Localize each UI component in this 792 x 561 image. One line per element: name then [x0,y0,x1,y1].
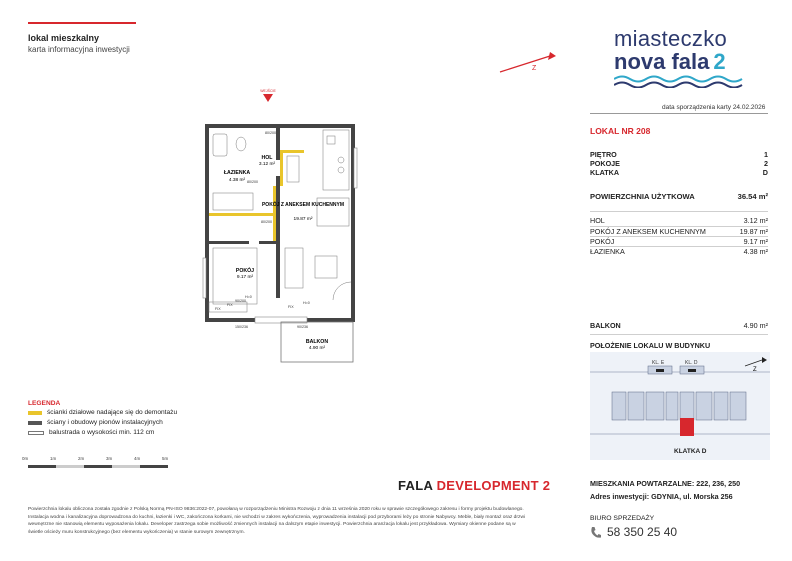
legend-item-removable: ścianki działowe nadające się do demontażu [28,409,177,416]
room-row-living: POKÓJ Z ANEKSEM KUCHENNYM 19.87 m² [590,227,768,236]
svg-text:4.90 m²: 4.90 m² [308,346,326,351]
svg-text:HOL: HOL [261,155,273,161]
svg-text:BALKON: BALKON [305,339,329,345]
waves-icon [614,74,744,88]
svg-text:80/200: 80/200 [247,180,258,184]
unit-highlight [680,418,694,436]
attr-row-rooms: POKOJE 2 [590,159,768,168]
date-label: data sporządzenia karty 24.02.2026 [662,104,766,111]
svg-text:19.87 m²: 19.87 m² [293,217,313,222]
brand-logo [614,28,764,93]
scale-bar [28,462,168,468]
repeat-units-label: MIESZKANIA POWTARZALNE: 222, 236, 250 [590,479,741,488]
svg-text:90/236: 90/236 [297,325,308,329]
developer-name-b: DEVELOPMENT 2 [436,478,551,493]
svg-text:4.38 m²: 4.38 m² [228,178,246,183]
sales-office-label: BIURO SPRZEDAŻY [590,515,655,522]
header-accent-bar [28,22,136,24]
svg-text:Z: Z [532,65,537,72]
room-row-bathroom: ŁAZIENKA 4.38 m² [590,247,768,256]
svg-text:3.12 m²: 3.12 m² [258,162,276,167]
svg-text:H=0: H=0 [303,301,310,305]
svg-text:KL. E: KL. E [652,360,665,366]
svg-text:Z: Z [753,367,757,373]
svg-text:KLATKA D: KLATKA D [674,448,707,455]
brand-line2: nova fala [614,49,710,74]
svg-text:150/236: 150/236 [235,325,248,329]
brand-line1: miasteczko [614,26,728,51]
attr-row-floor: PIĘTRO 1 [590,150,768,159]
entry-marker-icon [263,94,273,102]
svg-text:80/200: 80/200 [265,131,276,135]
svg-text:80/200: 80/200 [261,220,272,224]
date-rule [590,113,768,114]
svg-text:POKÓJ: POKÓJ [235,268,255,274]
svg-text:FIX: FIX [215,307,221,311]
svg-text:POKÓJ Z ANEKSEM KUCHENNYM: POKÓJ Z ANEKSEM KUCHENNYM [261,202,345,208]
svg-text:ŁAZIENKA: ŁAZIENKA [223,170,251,176]
svg-text:FIX: FIX [288,305,294,309]
page-title: lokal mieszkalny [28,33,100,43]
area-rule [590,211,768,212]
svg-text:H=0: H=0 [245,295,252,299]
legend-item-walls: ściany i obudowy pionów instalacyjnych [28,419,163,426]
balcony-row: BALKON 4.90 m² [590,321,768,330]
legal-disclaimer: Powierzchnia lokalu obliczona została zgodnie z Polską Normą PN-ISO 9836:2022-07, powołaną w rozporządzeniu Ministra Rozwoju z dnia 11 września 2020 roku w sprawie szczegółowego zakresu i formy projektu budowlanego. Instalacja wodna i kanalizacyjna doprowadzona do kuchni, łazienki i WC, zakończona korkami, nie wchodzi w zakres wykończenia, wyprowadzenia instalacji pod przyborami leży po stronie Nabywcy. Meble, biały montaż oraz drzwi wewnętrzne nie stanowią elementu wyposażenia lokalu. Developer zastrzega sobie możliwość zmiennych instalacji na dalszym etapie inwestycji. Powierzchnia aranżacja lokalu jest przykładowa. Wymiary okienne podane są w świetle ościeży muru konstrukcyjnego (bez elementu wykończenia) w stanie surowym zewnętrznym. [28,507,526,535]
balcony-rule [590,334,768,335]
room-row-bedroom: POKÓJ 9.17 m² [590,237,768,246]
legend-title: LEGENDA [28,400,61,407]
developer-logo [398,478,550,493]
building-location-map [590,352,770,460]
svg-text:FIX: FIX [227,303,233,307]
room-row-hol: HOL 3.12 m² [590,216,768,225]
phone-icon [590,526,602,539]
svg-text:KL. D: KL. D [685,360,698,366]
svg-text:WEJŚCIE: WEJŚCIE [260,89,276,93]
north-arrow-icon [498,50,558,74]
address-label: Adres inwestycji: GDYNIA, ul. Morska 256 [590,492,733,501]
brand-number: 2 [713,49,726,74]
unit-title: LOKAL NR 208 [590,126,651,136]
svg-text:9.17 m²: 9.17 m² [236,275,254,280]
location-title: POŁOŻENIE LOKALU W BUDYNKU [590,341,711,350]
legend-item-railing: balustrada o wysokości min. 112 cm [28,429,154,436]
attr-row-staircase: KLATKA D [590,168,768,177]
svg-text:90/200: 90/200 [235,299,246,303]
page-subtitle: karta informacyjna inwestycji [28,45,130,54]
developer-name-a: FALA [398,478,433,493]
area-total-row: POWIERZCHNIA UŻYTKOWA 36.54 m² [590,192,768,201]
floor-plan [195,88,375,368]
sales-phone[interactable]: 58 350 25 40 [607,525,678,539]
